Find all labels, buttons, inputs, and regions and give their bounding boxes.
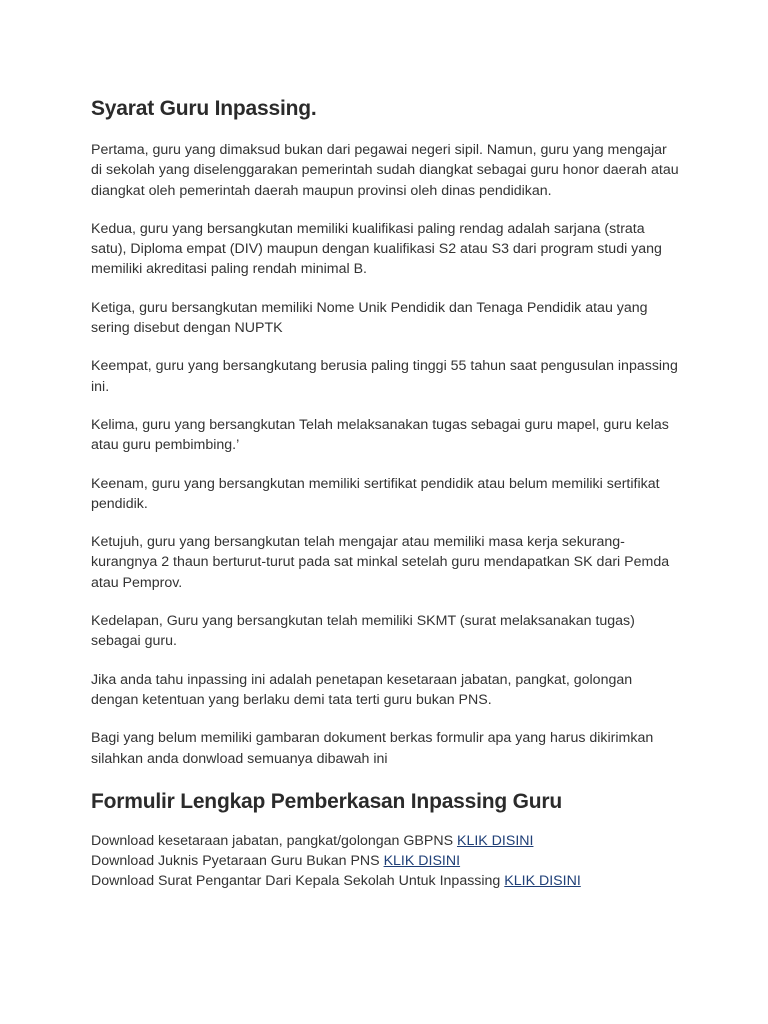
download-item-text: Download Surat Pengantar Dari Kepala Sekolah Untuk Inpassing [91, 873, 505, 890]
klik-disini-link[interactable]: KLIK DISINI [504, 873, 581, 890]
document-page [91, 94, 681, 892]
paragraph-ketujuh: Ketujuh, guru yang bersangkutan telah mengajar atau memiliki masa kerja sekurang-kurangnya 2 thaun berturut-turut pada sat minkal setelah guru mendapatkan SK dari Pemda atau Pemprov. [91, 534, 670, 591]
paragraph-kelima: Kelima, guru yang bersangkutan Telah melaksanakan tugas sebagai guru mapel, guru kelas atau guru pembimbing.’ [91, 416, 669, 454]
klik-disini-link[interactable]: KLIK DISINI [456, 832, 534, 849]
paragraph-kedelapan: Kedelapan, Guru yang bersangkutan telah memiliki SKMT (surat melaksanakan tugas) sebagai guru. [91, 613, 635, 650]
paragraph-pertama: Pertama, guru yang dimaksud bukan dari pegawai negeri sipil. Namun, guru yang mengajar di sekolah yang diselenggarakan pemerintah sudah diangkat sebagai guru honor daerah atau diangkat oleh pemerintah daerah maupun provinsi oleh dinas pendidikan. [91, 142, 679, 199]
download-item [91, 871, 681, 891]
section-title-formulir: Formulir Lengkap Pemberkasan Inpassing Guru [91, 789, 563, 813]
paragraph-keempat: Keempat, guru yang bersangkutang berusia paling tinggi 55 tahun saat pengusulan inpassing ini. [91, 358, 678, 395]
paragraph-keenam: Keenam, guru yang bersangkutan memiliki sertifikat pendidik atau belum memiliki sertifikat pendidik. [91, 475, 660, 512]
paragraph-download-intro: Bagi yang belum memiliki gambaran dokument berkas formulir apa yang harus dikirimkan silahkan anda donwload semuanya dibawah ini [91, 730, 654, 767]
download-item-text: Download kesetaraan jabatan, pangkat/golongan GBPNS [91, 832, 457, 849]
download-list [91, 831, 681, 892]
section-title-syarat: Syarat Guru Inpassing. [91, 97, 317, 120]
paragraph-inpassing-info: Jika anda tahu inpassing ini adalah penetapan kesetaraan jabatan, pangkat, golongan dengan ketentuan yang berlaku demi tata terti guru bukan PNS. [91, 671, 633, 708]
paragraph-kedua: Kedua, guru yang bersangkutan memiliki kualifikasi paling rendag adalah sarjana (strata satu), Diploma empat (DIV) maupun dengan kualifikasi S2 atau S3 dari program studi yang memiliki akreditasi paling rendah minimal B. [91, 220, 662, 278]
download-item [91, 831, 681, 851]
download-item [91, 851, 681, 871]
klik-disini-link[interactable]: KLIK DISINI [383, 853, 461, 870]
paragraph-ketiga: Ketiga, guru bersangkutan memiliki Nome Unik Pendidik dan Tenaga Pendidik atau yang sering disebut dengan NUPTK [91, 299, 648, 337]
download-item-text: Download Juknis Pyetaraan Guru Bukan PNS [91, 853, 384, 870]
